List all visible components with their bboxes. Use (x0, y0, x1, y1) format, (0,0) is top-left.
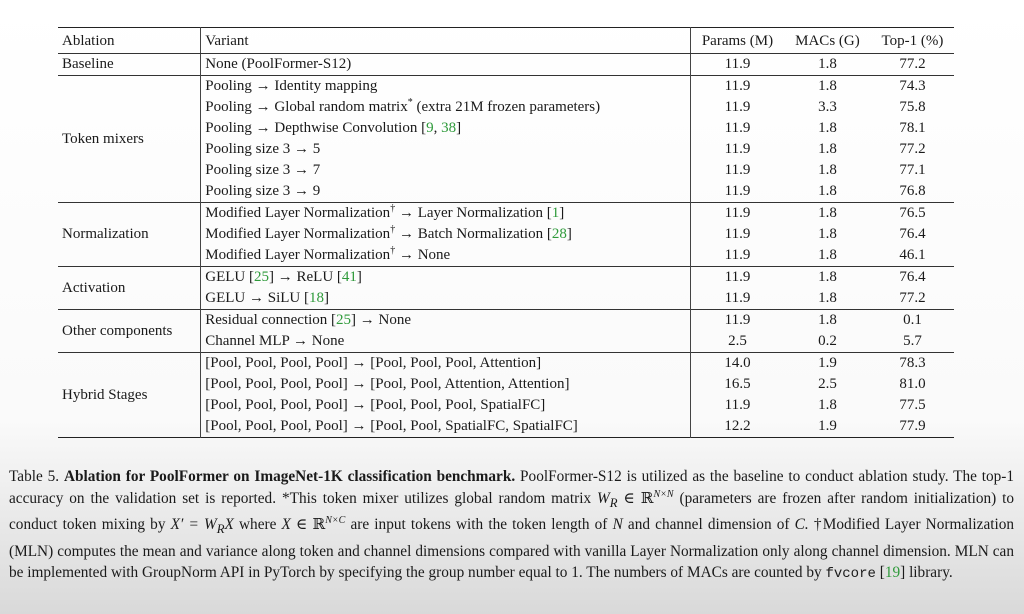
ablation-cell: Normalization (58, 203, 201, 267)
params-cell: 11.9 (724, 162, 751, 178)
math-c: C. (794, 516, 809, 534)
macs-cell: 1.8 (818, 78, 837, 94)
caption-sentence-2c: where (239, 516, 277, 534)
variant-text: ] (356, 269, 362, 285)
macs-cell: 1.8 (818, 56, 837, 72)
variant-text: Modified Layer Normalization (205, 205, 391, 221)
macs-cell: 1.8 (818, 269, 837, 285)
params-cell: 11.9 (724, 99, 751, 115)
top1-cell: 76.5 (899, 205, 926, 221)
table-group-activation (58, 267, 954, 310)
ablation-cell: Other components (58, 310, 201, 353)
table-row (58, 203, 954, 225)
variant-cell: [Pool, Pool, Pool, Pool] → [Pool, Pool, Pool, Attention] (201, 353, 691, 375)
macs-cell: 0.2 (818, 333, 837, 349)
top1-cell: 75.8 (899, 99, 926, 115)
macs-cell: 3.3 (818, 99, 837, 115)
macs-cell: 1.8 (818, 141, 837, 157)
citation-link[interactable]: 9 (426, 120, 434, 136)
variant-cell: [Pool, Pool, Pool, Pool] → [Pool, Pool, Pool, SpatialFC] (201, 395, 691, 416)
header-macs: MACs (G) (784, 28, 871, 54)
top1-cell: 0.1 (903, 312, 922, 328)
variant-cell: [Pool, Pool, Pool, Pool] → [Pool, Pool, SpatialFC, SpatialFC] (201, 416, 691, 438)
variant-cell (201, 203, 691, 225)
header-top1: Top-1 (%) (871, 28, 954, 54)
fvcore-code: fvcore (825, 566, 876, 583)
macs-cell: 1.8 (818, 205, 837, 221)
variant-cell (201, 288, 691, 310)
params-cell: 11.9 (724, 56, 751, 72)
variant-text: → None (395, 247, 451, 263)
variant-text: Residual connection [ (205, 312, 337, 328)
ablation-cell: Activation (58, 267, 201, 310)
macs-cell: 2.5 (818, 376, 837, 392)
caption-sentence-2b: (parameters are frozen after random initialization) to conduct token mixing by (9, 489, 1015, 534)
variant-text: ] (566, 226, 572, 242)
variant-cell: Pooling → Identity mapping (201, 76, 691, 98)
params-cell: 11.9 (724, 269, 751, 285)
caption-sentence-2a: *This token mixer utilizes global random matrix (281, 489, 592, 507)
math-in: ∈ ℝ (623, 489, 654, 507)
ablation-cell: Hybrid Stages (58, 353, 201, 438)
math-nn: N×N (653, 488, 674, 500)
top1-cell: 81.0 (899, 376, 926, 392)
params-cell: 11.9 (724, 312, 751, 328)
ablation-cell: Token mixers (58, 76, 201, 203)
table-row (58, 54, 954, 76)
top1-cell: 5.7 (903, 333, 922, 349)
header-params: Params (M) (690, 28, 783, 54)
footnote-mark: † (390, 203, 396, 214)
variant-text: GELU [ (205, 269, 254, 285)
table-row (58, 353, 954, 375)
params-cell: 12.2 (724, 418, 751, 434)
variant-cell: Pooling size 3 → 7 (201, 160, 691, 181)
params-cell: 11.9 (724, 226, 751, 242)
header-ablation: Ablation (58, 28, 201, 54)
variant-cell (201, 310, 691, 332)
variant-text: ] (456, 120, 462, 136)
top1-cell: 78.3 (899, 355, 926, 371)
citation-link[interactable]: 41 (341, 269, 357, 285)
params-cell: 11.9 (724, 205, 751, 221)
math-w: $W_R$ (597, 489, 618, 510)
table-group-hybrid-stages (58, 353, 954, 438)
math-n: N (612, 516, 623, 534)
params-cell: 11.9 (724, 78, 751, 94)
table-row (58, 310, 954, 332)
variant-text: Pooling → Depthwise Convolution [ (205, 120, 427, 136)
macs-cell: 1.8 (818, 312, 837, 328)
macs-cell: 1.9 (818, 355, 837, 371)
variant-cell: Pooling size 3 → 9 (201, 181, 691, 203)
variant-text: ] (324, 290, 329, 306)
footnote-mark: † (390, 224, 396, 235)
macs-cell: 1.8 (818, 183, 837, 199)
macs-cell: 1.8 (818, 247, 837, 263)
math-nc: N×C (325, 514, 346, 526)
math-in2: ∈ ℝ (296, 516, 326, 534)
top1-cell: 74.3 (899, 78, 926, 94)
citation-link[interactable]: 19 (884, 564, 901, 582)
fvcore-ref: [19] (879, 564, 906, 582)
table-caption (9, 466, 1014, 586)
table-group-token-mixers (58, 76, 954, 203)
variant-cell: [Pool, Pool, Pool, Pool] → [Pool, Pool, Attention, Attention] (201, 374, 691, 395)
macs-cell: 1.9 (818, 418, 837, 434)
top1-cell: 77.5 (899, 397, 926, 413)
params-cell: 11.9 (724, 120, 751, 136)
params-cell: 11.9 (724, 290, 751, 306)
math-x: X (281, 516, 291, 534)
macs-cell: 1.8 (818, 120, 837, 136)
top1-cell: 77.9 (899, 418, 926, 434)
footnote-mark: † (390, 245, 396, 256)
variant-cell (201, 267, 691, 289)
variant-cell (201, 118, 691, 139)
table-header-row (58, 28, 954, 54)
params-cell: 14.0 (724, 355, 751, 371)
variant-text: GELU → SiLU [ (205, 290, 309, 306)
table-group-other-components (58, 310, 954, 353)
variant-cell (201, 245, 691, 267)
macs-cell: 1.8 (818, 162, 837, 178)
variant-text: , (433, 120, 442, 136)
params-cell: 16.5 (724, 376, 751, 392)
params-cell: 2.5 (728, 333, 747, 349)
citation-link[interactable]: 28 (551, 226, 567, 242)
citation-link[interactable]: 18 (309, 290, 324, 306)
top1-cell: 76.4 (899, 269, 926, 285)
ablation-cell: Baseline (58, 54, 201, 76)
top1-cell: 46.1 (899, 247, 926, 263)
params-cell: 11.9 (724, 247, 751, 263)
caption-sentence-1: PoolFormer-S12 is utilized as the baseline to conduct ablation study. The top-1 accuracy on the validation set is reported. (9, 468, 1015, 507)
top1-cell: 78.1 (899, 120, 926, 136)
params-cell: 11.9 (724, 141, 751, 157)
variant-text: ] (559, 205, 565, 221)
macs-cell: 1.8 (818, 397, 837, 413)
caption-title: Ablation for PoolFormer on ImageNet-1K classification benchmark. (63, 468, 516, 485)
top1-cell: 76.4 (899, 226, 926, 242)
citation-link[interactable]: 25 (336, 312, 352, 328)
variant-cell: None (PoolFormer-S12) (201, 54, 691, 76)
ablation-table-container (58, 27, 954, 438)
top1-cell: 77.2 (899, 290, 926, 306)
citation-link[interactable]: 38 (441, 120, 457, 136)
macs-cell: 1.8 (818, 290, 837, 306)
ablation-table (58, 27, 954, 438)
math-eq: $X' = W_RX$ (170, 516, 234, 537)
variant-text: Pooling → Global random matrix (205, 99, 408, 115)
variant-text: → Batch Normalization [ (395, 226, 552, 242)
caption-sentence-2d: are input tokens with the token length of (350, 516, 608, 534)
variant-text: ] → ReLU [ (269, 269, 342, 285)
top1-cell: 77.1 (899, 162, 926, 178)
variant-text: ] → None (351, 312, 412, 328)
variant-text: (extra 21M frozen parameters) (412, 99, 601, 115)
table-group-baseline (58, 54, 954, 76)
variant-text: → Layer Normalization [ (395, 205, 552, 221)
top1-cell: 76.8 (899, 183, 926, 199)
top1-cell: 77.2 (899, 141, 926, 157)
caption-label: Table 5. (9, 468, 60, 485)
variant-text: Modified Layer Normalization (205, 226, 391, 242)
caption-end: library. (909, 564, 953, 582)
table-row (58, 267, 954, 289)
top1-cell: 77.2 (899, 56, 926, 72)
params-cell: 11.9 (724, 397, 751, 413)
variant-text: Modified Layer Normalization (205, 247, 391, 263)
caption-sentence-3: †Modified Layer Normalization (MLN) computes the mean and variance along token and channel dimensions compared with vanilla Layer Normalization only along channel dimension. MLN can be implemented with GroupNorm API in PyTorch by specifying the group number equal to 1. The numbers of MACs are counted by (9, 516, 1015, 582)
table-row (58, 76, 954, 98)
footnote-mark: * (407, 97, 413, 108)
citation-link[interactable]: 1 (551, 205, 560, 221)
variant-cell (201, 97, 691, 118)
variant-cell: Channel MLP → None (201, 331, 691, 353)
header-variant: Variant (201, 28, 691, 54)
variant-cell: Pooling size 3 → 5 (201, 139, 691, 160)
variant-cell (201, 224, 691, 245)
table-group-normalization (58, 203, 954, 267)
caption-sentence-2e: and channel dimension of (627, 516, 790, 534)
citation-link[interactable]: 25 (254, 269, 269, 285)
params-cell: 11.9 (724, 183, 751, 199)
macs-cell: 1.8 (818, 226, 837, 242)
